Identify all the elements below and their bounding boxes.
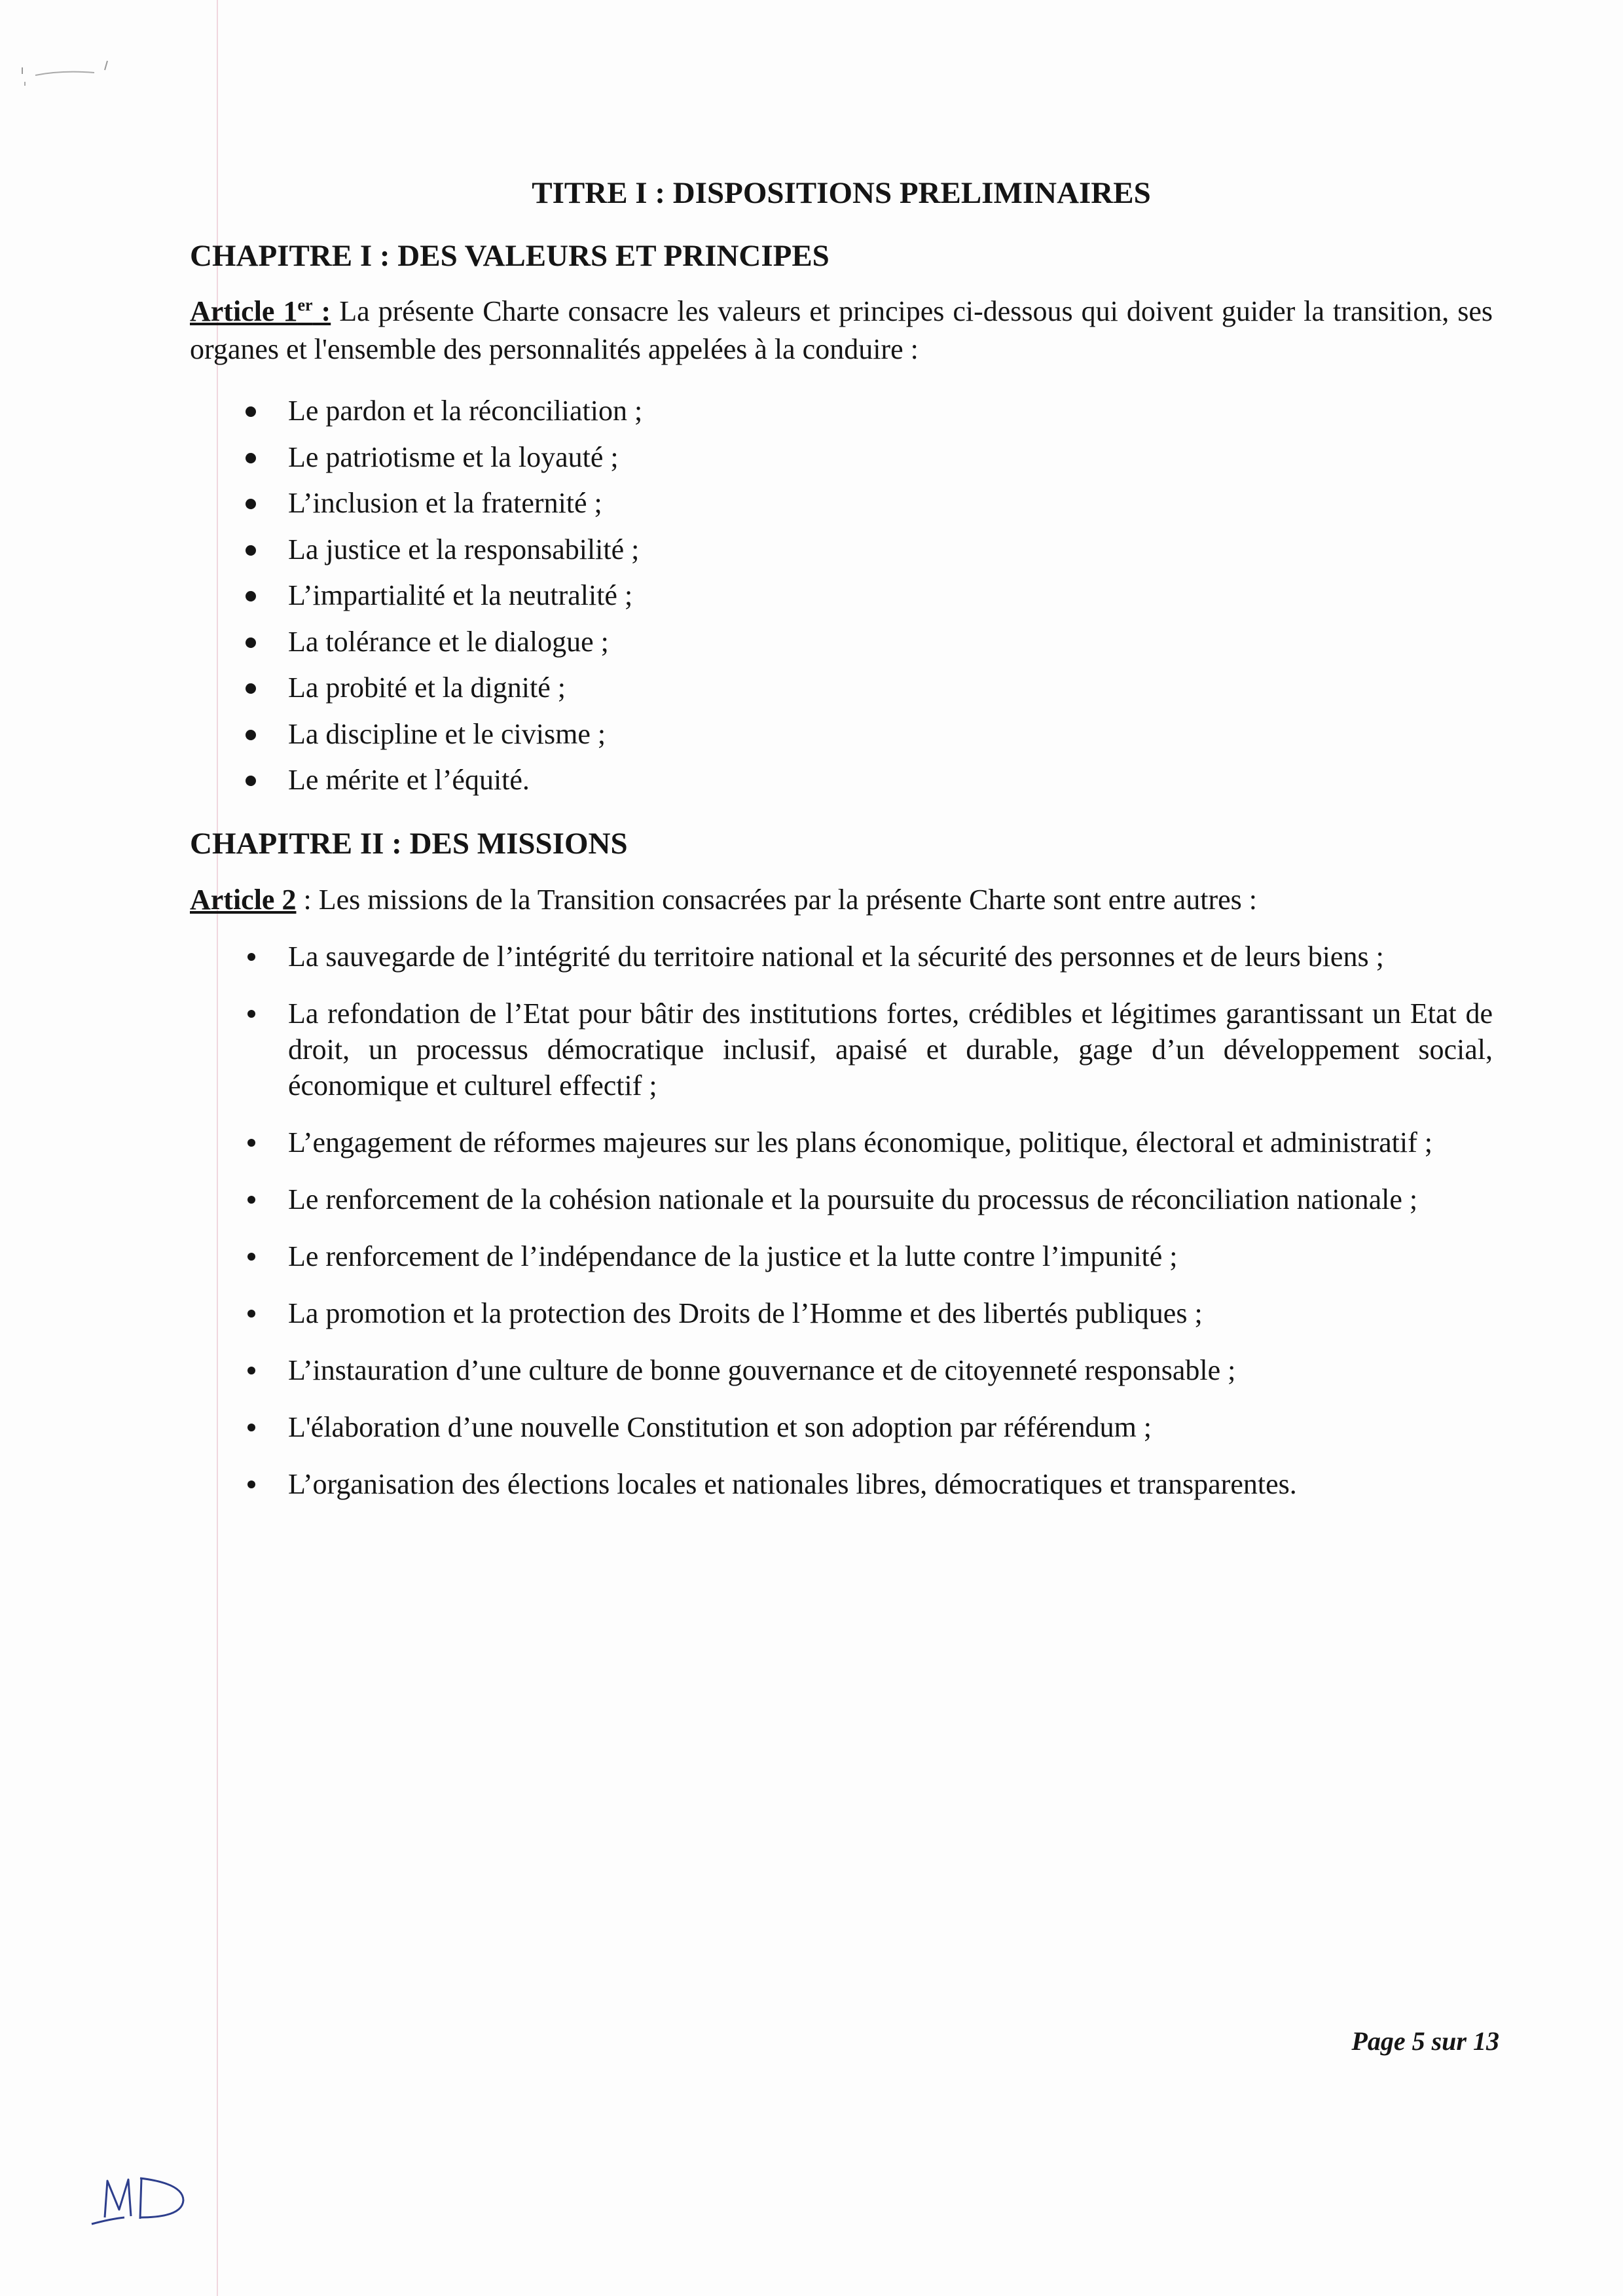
bullet-icon <box>246 730 256 740</box>
article-1-label: Article 1er : <box>190 295 331 328</box>
bullet-icon <box>246 499 256 509</box>
list-item: La promotion et la protection des Droits de l’Homme et des libertés publiques ; <box>190 1295 1493 1331</box>
bullet-icon <box>246 453 256 463</box>
document-body <box>190 177 1493 1523</box>
bullet-icon <box>246 545 256 556</box>
bullet-icon <box>247 1139 255 1147</box>
chapitre-1-heading: CHAPITRE I : DES VALEURS ET PRINCIPES <box>190 238 830 273</box>
missions-list <box>190 939 1493 1502</box>
article-1-paragraph <box>190 293 1493 368</box>
list-item: La sauvegarde de l’intégrité du territoire national et la sécurité des personnes et de leurs biens ; <box>190 939 1493 975</box>
bullet-icon <box>246 683 256 694</box>
list-item: La justice et la responsabilité ; <box>190 527 1493 573</box>
bullet-icon <box>247 1480 255 1488</box>
list-item: Le mérite et l’équité. <box>190 757 1493 804</box>
bullet-icon <box>247 953 255 961</box>
bullet-icon <box>246 406 256 417</box>
article-1-text: La présente Charte consacre les valeurs et principes ci-dessous qui doivent guider la transition, ses organes et l'ensemble des personnalités appelées à la conduire : <box>190 295 1493 366</box>
signature-initials-icon <box>85 2153 203 2238</box>
bullet-icon <box>247 1010 255 1018</box>
bullet-icon <box>247 1253 255 1261</box>
list-item: L’organisation des élections locales et nationales libres, démocratiques et transparentes. <box>190 1466 1493 1502</box>
chapitre-2-heading: CHAPITRE II : DES MISSIONS <box>190 826 628 861</box>
list-item: L’inclusion et la fraternité ; <box>190 480 1493 527</box>
article-2-text: Les missions de la Transition consacrées par la présente Charte sont entre autres : <box>311 883 1257 916</box>
list-item: Le renforcement de la cohésion nationale et la poursuite du processus de réconciliation nationale ; <box>190 1181 1493 1217</box>
bullet-icon <box>247 1310 255 1318</box>
article-2-label: Article 2 <box>190 883 297 916</box>
bullet-icon <box>247 1367 255 1374</box>
bullet-icon <box>246 637 256 648</box>
list-item: Le pardon et la réconciliation ; <box>190 388 1493 435</box>
scan-mark-icon <box>9 56 114 92</box>
list-item: La discipline et le civisme ; <box>190 711 1493 758</box>
list-item: L’instauration d’une culture de bonne gouvernance et de citoyenneté responsable ; <box>190 1352 1493 1388</box>
article-2-paragraph: Article 2 : Les missions de la Transition consacrées par la présente Charte sont entre autres : <box>190 883 1257 916</box>
list-item: L'élaboration d’une nouvelle Constitution et son adoption par référendum ; <box>190 1409 1493 1445</box>
list-item: Le renforcement de l’indépendance de la justice et la lutte contre l’impunité ; <box>190 1238 1493 1274</box>
list-item: La probité et la dignité ; <box>190 665 1493 711</box>
list-item: L’impartialité et la neutralité ; <box>190 573 1493 619</box>
list-item: La tolérance et le dialogue ; <box>190 619 1493 666</box>
list-item: La refondation de l’Etat pour bâtir des institutions fortes, crédibles et légitimes garantissant un Etat de droit, un processus démocratique inclusif, apaisé et durable, gage d’un développement social, économique et culturel effectif ; <box>190 996 1493 1103</box>
valeurs-list <box>190 388 1493 804</box>
page-number: Page 5 sur 13 <box>1351 2026 1499 2056</box>
bullet-icon <box>246 591 256 601</box>
bullet-icon <box>246 776 256 786</box>
list-item: Le patriotisme et la loyauté ; <box>190 435 1493 481</box>
bullet-icon <box>247 1424 255 1431</box>
bullet-icon <box>247 1196 255 1204</box>
list-item: L’engagement de réformes majeures sur les plans économique, politique, électoral et administratif ; <box>190 1124 1493 1160</box>
titre-heading: TITRE I : DISPOSITIONS PRELIMINAIRES <box>532 176 1151 210</box>
